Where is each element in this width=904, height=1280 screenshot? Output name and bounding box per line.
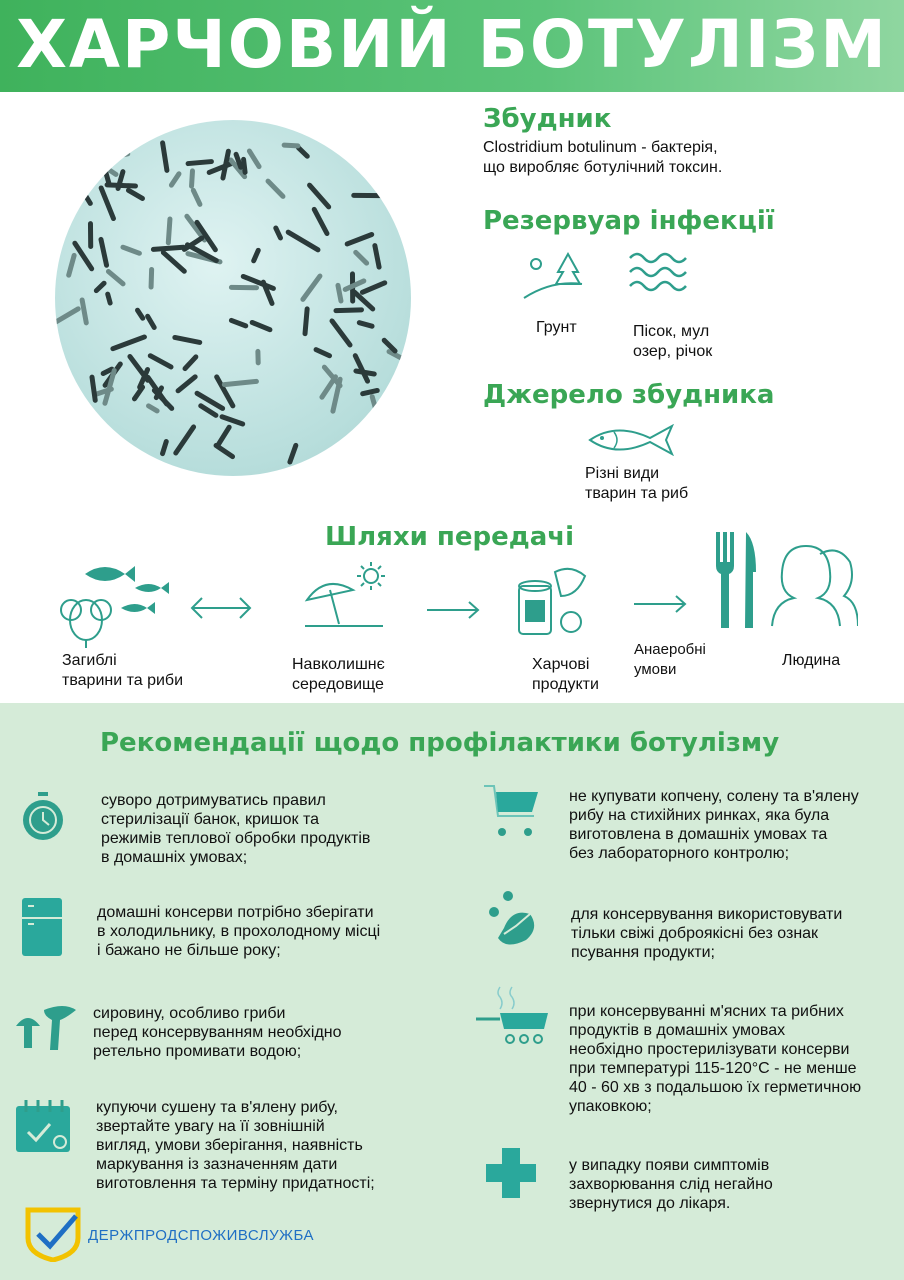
agent-text: [483, 138, 722, 178]
text-line: при консервуванні м'ясних та рибних: [569, 1003, 844, 1020]
text-line: звертайте увагу на її зовнішній: [96, 1118, 325, 1135]
bacterium: [386, 348, 411, 367]
text-line: упаковкою;: [569, 1098, 652, 1115]
agency-logo-icon: [24, 1206, 82, 1262]
bacterium: [369, 168, 381, 185]
cutlery-people-icon: [712, 530, 858, 630]
bacterium: [79, 297, 89, 326]
bacterium: [302, 306, 310, 336]
text-line: Харчові: [532, 656, 590, 673]
bacterium: [166, 216, 173, 245]
bacterium: [228, 317, 249, 329]
bacterium: [215, 424, 233, 449]
cart-icon: [482, 782, 540, 840]
washing-produce-icon: [486, 888, 540, 954]
bacterium: [160, 140, 170, 173]
step-label-anaerobic: [634, 640, 706, 680]
text-line: купуючи сушену та в'ялену рибу,: [96, 1099, 338, 1116]
text-line: середовище: [292, 676, 384, 693]
text-line: продукти: [532, 676, 599, 693]
bacterium: [249, 319, 273, 333]
recommendation-item: [569, 1156, 773, 1213]
stopwatch-icon: [18, 790, 68, 844]
soil-label: Грунт: [536, 319, 577, 336]
text-line: виготовлена в домашніх умовах та: [569, 826, 828, 843]
text-line: і бажано не більше року;: [97, 942, 281, 959]
dead-animals-fish-icon: [55, 560, 170, 650]
agency-name: ДЕРЖПРОДСПОЖИВСЛУЖБА: [88, 1227, 314, 1244]
text-line: маркування із зазначенням дати: [96, 1156, 338, 1173]
source-heading: Джерело збудника: [483, 380, 775, 410]
bacterium: [116, 138, 127, 155]
text-line: режимів теплової обробки продуктів: [101, 830, 371, 847]
water-waves-icon: [628, 250, 690, 302]
step-label-human: Людина: [782, 652, 841, 669]
bacterium: [265, 178, 287, 200]
bacterium: [352, 249, 370, 267]
agent-heading: Збудник: [483, 104, 612, 134]
cooking-pan-icon: [474, 985, 554, 1049]
bacterium: [159, 438, 169, 456]
arrow-right-icon: [425, 600, 481, 620]
bacterium: [335, 282, 344, 303]
title-banner: [0, 0, 904, 92]
bacterium: [93, 280, 108, 294]
recommendation-item: [93, 1004, 342, 1061]
text-line: в холодильнику, в прохолодному місці: [97, 923, 381, 940]
bacterium: [352, 352, 371, 384]
text-line: умови: [634, 661, 677, 678]
arrow-right-icon: [632, 594, 688, 614]
canned-food-icon: [515, 562, 591, 640]
text-line: продуктів в домашніх умовах: [569, 1022, 786, 1039]
text-line: в домашніх умовах;: [101, 849, 248, 866]
bacterium: [185, 159, 214, 166]
recommendation-item: [97, 903, 380, 960]
bacterium: [172, 335, 203, 346]
bacterium: [311, 206, 331, 237]
bacterium: [255, 349, 260, 366]
text-line: необхідно простерилізувати консерви: [569, 1041, 850, 1058]
bacterium: [98, 185, 117, 222]
text-line: 40 - 60 хв з подальшою їх герметичною: [569, 1079, 862, 1096]
bacterium: [322, 453, 348, 467]
bacterium: [390, 144, 410, 150]
bacterium: [356, 320, 375, 330]
recommendation-item: [569, 787, 859, 863]
bacterium: [299, 273, 323, 303]
bacteria-micrograph: [55, 120, 411, 476]
bacterium: [313, 346, 333, 359]
text-line: вигляд, умови зберігання, наявність: [96, 1137, 363, 1154]
bacterium: [282, 142, 301, 148]
bacterium: [369, 394, 378, 411]
text-line: у випадку появи симптомів: [569, 1157, 770, 1174]
bacterium: [285, 229, 322, 254]
bacterium: [151, 245, 186, 252]
bacterium: [147, 352, 175, 370]
bacterium: [329, 317, 354, 348]
step-label-dead-animals: [62, 651, 183, 691]
bacterium: [120, 244, 143, 257]
bacterium: [66, 252, 78, 278]
beach-umbrella-sun-icon: [303, 560, 393, 632]
bacterium: [88, 221, 93, 249]
recommendation-item: [101, 791, 370, 867]
bacterium: [175, 373, 199, 394]
step-label-environment: [292, 655, 385, 695]
text-line: Clostridium botulinum - бактерія,: [483, 139, 718, 156]
soil-tree-icon: [522, 250, 584, 306]
text-line: тварин та риб: [585, 485, 689, 502]
bacterium: [344, 231, 375, 247]
bacterium: [372, 243, 382, 270]
text-line: Загиблі: [62, 652, 117, 669]
text-line: тільки свіжі доброякісні без ознак: [571, 925, 819, 942]
bacterium: [105, 268, 127, 287]
text-line: ретельно промивати водою;: [93, 1043, 302, 1060]
reservoir-heading: Резервуар інфекції: [483, 206, 775, 236]
bacterium: [110, 334, 148, 352]
text-line: виготовлення та терміну придатності;: [96, 1175, 375, 1192]
text-line: без лабораторного контролю;: [569, 845, 790, 862]
sand-label: [633, 322, 712, 362]
transmission-heading: Шляхи передачі: [325, 522, 575, 552]
recommendation-item: [569, 1002, 861, 1116]
bacterium: [287, 442, 299, 465]
medical-cross-icon: [484, 1146, 538, 1200]
bacterium: [246, 148, 263, 170]
text-line: для консервування використовувати: [571, 906, 843, 923]
bacterium: [360, 388, 381, 397]
text-line: Пісок, мул: [633, 323, 710, 340]
text-line: не купувати копчену, солену та в'ялену: [569, 788, 859, 805]
text-line: перед консервуванням необхідно: [93, 1024, 342, 1041]
bacterium: [181, 353, 199, 372]
text-line: Навколишнє: [292, 656, 385, 673]
source-label: [585, 464, 688, 504]
bacterium: [306, 182, 332, 211]
bacterium: [222, 379, 260, 388]
text-line: сировину, особливо гриби: [93, 1005, 286, 1022]
text-line: захворювання слід негайно: [569, 1176, 773, 1193]
recommendation-item: [96, 1098, 375, 1193]
text-line: озер, річок: [633, 343, 713, 360]
bacterium: [172, 423, 197, 456]
bacterium: [168, 170, 182, 188]
fridge-icon: [20, 896, 64, 960]
text-line: домашні консерви потрібно зберігати: [97, 904, 374, 921]
bacterium: [183, 213, 208, 244]
bacterium: [333, 307, 364, 313]
text-line: Різні види: [585, 465, 660, 482]
text-line: звернутися до лікаря.: [569, 1195, 731, 1212]
bacterium: [144, 313, 157, 331]
recommendation-item: [571, 905, 842, 962]
bacterium: [351, 193, 387, 198]
text-line: тварини та риби: [62, 672, 184, 689]
text-line: що виробляє ботулічний токсин.: [483, 159, 723, 176]
text-line: псування продукти;: [571, 944, 715, 961]
bacterium: [125, 187, 146, 202]
text-line: Анаеробні: [634, 641, 706, 658]
text-line: стерилізації банок, кришок та: [101, 811, 319, 828]
bacterium: [145, 402, 160, 414]
bacterium: [134, 307, 146, 322]
text-line: рибу на стихійних ринках, яка була: [569, 807, 830, 824]
bacterium: [250, 247, 261, 264]
bacterium: [229, 285, 259, 290]
bacterium: [55, 305, 82, 328]
bacterium: [105, 291, 114, 306]
bacterium: [91, 151, 130, 163]
bacterium: [272, 225, 283, 242]
recommendations-heading: Рекомендації щодо профілактики ботулізму: [100, 728, 780, 758]
bacterium: [160, 249, 188, 275]
bacterium: [89, 374, 98, 403]
calendar-icon: [14, 1098, 74, 1156]
bacterium: [148, 267, 154, 290]
bacterium: [349, 428, 381, 447]
fish-icon: [586, 424, 678, 456]
step-label-food: [532, 655, 599, 695]
bacterium: [189, 168, 195, 188]
bacterium: [190, 187, 203, 208]
bacterium: [98, 236, 110, 268]
bacterium: [219, 414, 246, 428]
bidirectional-arrow-icon: [190, 595, 252, 621]
mushroom-icon: [14, 1004, 78, 1054]
text-line: при температурі 115-120°С - не менше: [569, 1060, 857, 1077]
bacterium: [75, 181, 93, 207]
page-title: ХАРЧОВИЙ БОТУЛІЗМ: [16, 6, 888, 83]
text-line: суворо дотримуватись правил: [101, 792, 326, 809]
